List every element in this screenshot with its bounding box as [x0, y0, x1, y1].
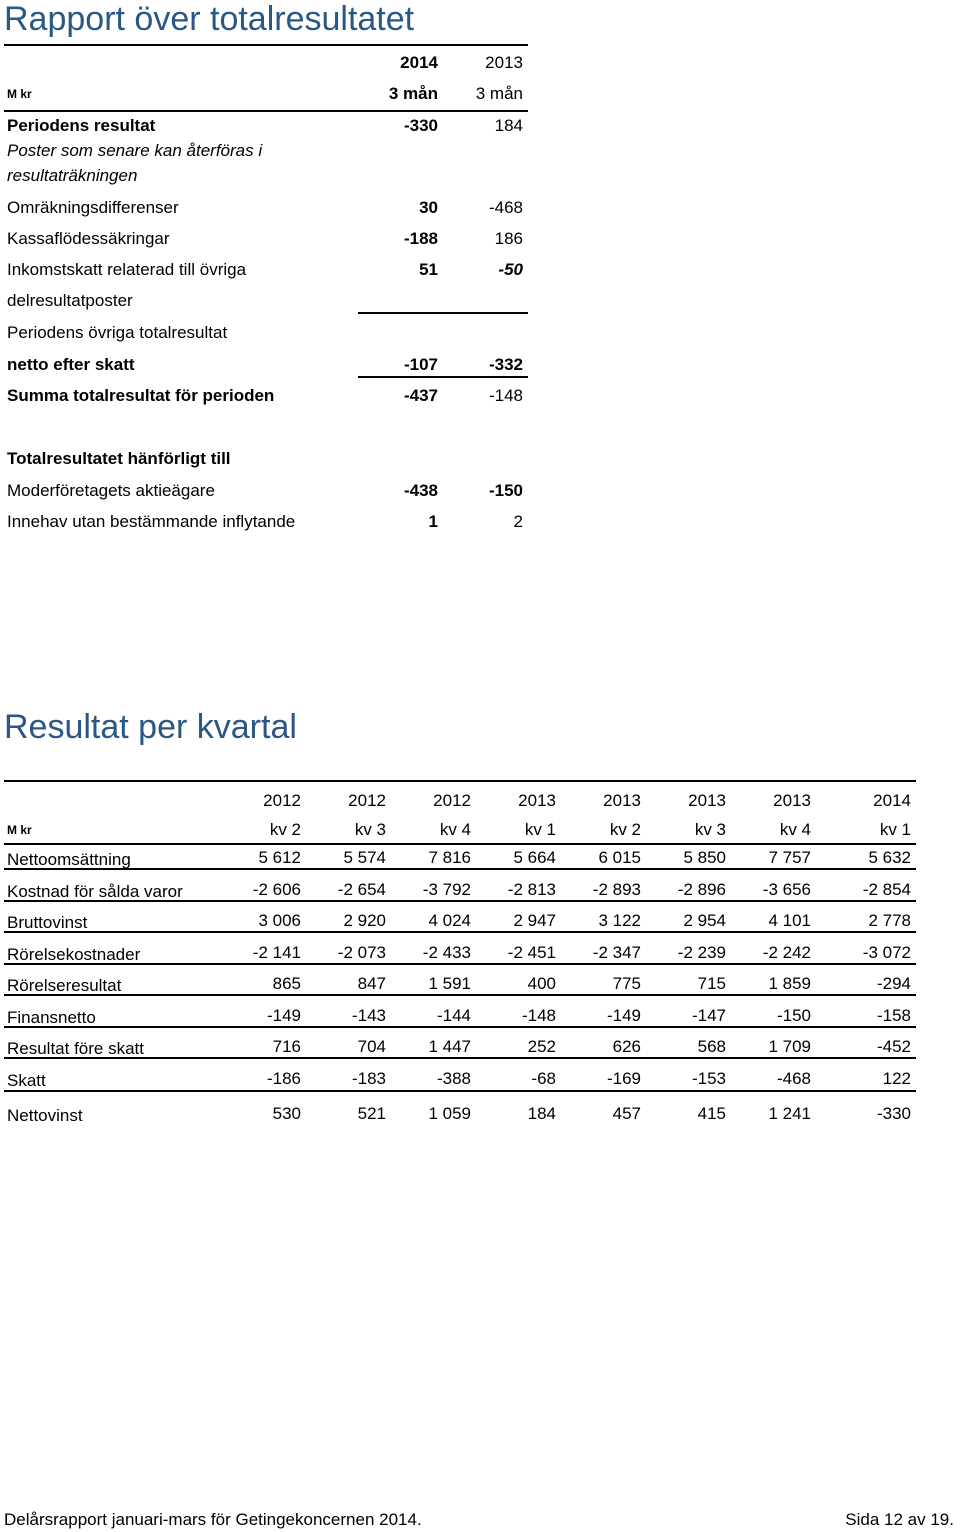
- row-rule: [4, 963, 916, 965]
- table-row: [4, 479, 528, 503]
- row-label: netto efter skatt: [7, 355, 135, 374]
- cell-value: -186: [266, 1069, 301, 1088]
- value-2014: -438: [403, 481, 438, 500]
- row-label: Kostnad för sålda varor: [7, 882, 183, 901]
- header-year: 2012: [348, 791, 386, 810]
- row-rule: [4, 900, 916, 902]
- row-label: Kassaflödessäkringar: [7, 229, 170, 248]
- table-row: [4, 289, 528, 313]
- header-quarter-row: [4, 817, 916, 843]
- table-row: [4, 164, 528, 188]
- footer-page-number: Sida 12 av 19.: [845, 1510, 954, 1529]
- cell-value: 521: [357, 1104, 386, 1123]
- value-2014: 1: [428, 512, 438, 531]
- cell-value: -2 606: [252, 880, 301, 899]
- table-row: [4, 447, 528, 471]
- table-row: [4, 510, 528, 534]
- cell-value: -2 654: [337, 880, 386, 899]
- cell-value: -144: [436, 1006, 471, 1025]
- row-label: Summa totalresultat för perioden: [7, 386, 275, 405]
- cell-value: -2 451: [507, 943, 556, 962]
- cell-value: 5 574: [343, 848, 386, 867]
- value-2013: 186: [494, 229, 523, 248]
- header-quarter: kv 2: [269, 820, 301, 839]
- total-rule: [358, 376, 528, 378]
- quarterly-title: Resultat per kvartal: [4, 708, 297, 746]
- header-quarter: kv 4: [439, 820, 471, 839]
- row-label: Nettoomsättning: [7, 850, 131, 869]
- cell-value: -294: [876, 974, 911, 993]
- report-title: Rapport över totalresultatet: [4, 0, 415, 38]
- cell-value: -68: [531, 1069, 556, 1088]
- header-year-2: 2013: [485, 53, 523, 72]
- header-year-row: [4, 51, 528, 75]
- row-label: Finansnetto: [7, 1008, 96, 1027]
- cell-value: 457: [612, 1104, 641, 1123]
- cell-value: 1 241: [768, 1104, 811, 1123]
- cell-value: -148: [521, 1006, 556, 1025]
- row-label: Poster som senare kan återföras i: [7, 141, 263, 160]
- cell-value: 2 778: [868, 911, 911, 930]
- header-quarter: kv 2: [609, 820, 641, 839]
- cell-value: -2 073: [337, 943, 386, 962]
- header-year: 2013: [603, 791, 641, 810]
- cell-value: 1 859: [768, 974, 811, 993]
- cell-value: -2 813: [507, 880, 556, 899]
- cell-value: 626: [612, 1037, 641, 1056]
- header-year-1: 2014: [400, 53, 438, 72]
- header-year-row: [4, 788, 916, 814]
- cell-value: -3 792: [422, 880, 471, 899]
- row-label: Inkomstskatt relaterad till övriga: [7, 260, 247, 279]
- table-row: [4, 353, 528, 377]
- cell-value: 1 447: [428, 1037, 471, 1056]
- cell-value: 568: [697, 1037, 726, 1056]
- cell-value: -153: [691, 1069, 726, 1088]
- cell-value: 415: [697, 1104, 726, 1123]
- header-period-1: 3 mån: [388, 84, 438, 103]
- header-quarter: kv 3: [354, 820, 386, 839]
- row-rule: [4, 931, 916, 933]
- header-quarter: kv 1: [879, 820, 911, 839]
- cell-value: -2 893: [592, 880, 641, 899]
- unit-label: M kr: [7, 87, 32, 101]
- value-2014: -188: [403, 229, 438, 248]
- footer-report-name: Delårsrapport januari-mars för Getingekoncernen 2014.: [4, 1510, 422, 1529]
- cell-value: -147: [691, 1006, 726, 1025]
- cell-value: 1 591: [428, 974, 471, 993]
- table-row: [4, 114, 528, 138]
- cell-value: 847: [357, 974, 386, 993]
- value-2014: -330: [403, 116, 438, 135]
- cell-value: -2 854: [862, 880, 911, 899]
- header-quarter: kv 3: [694, 820, 726, 839]
- table-row: [4, 139, 528, 163]
- subtotal-rule: [358, 312, 528, 314]
- cell-value: 5 612: [258, 848, 301, 867]
- cell-value: 4 024: [428, 911, 471, 930]
- cell-value: -2 242: [762, 943, 811, 962]
- cell-value: -2 239: [677, 943, 726, 962]
- cell-value: 2 954: [683, 911, 726, 930]
- value-2014: 30: [419, 198, 438, 217]
- table-row: [4, 1101, 916, 1127]
- table-row: [4, 258, 528, 282]
- table-row: [4, 196, 528, 220]
- table-row: [4, 1066, 916, 1092]
- header-rule: [4, 110, 528, 112]
- cell-value: 184: [527, 1104, 556, 1123]
- value-2014: 51: [419, 260, 438, 279]
- row-rule: [4, 1057, 916, 1059]
- row-label: Totalresultatet hänförligt till: [7, 449, 231, 468]
- cell-value: 2 920: [343, 911, 386, 930]
- cell-value: 5 632: [868, 848, 911, 867]
- row-label: Moderföretagets aktieägare: [7, 481, 215, 500]
- cell-value: 775: [612, 974, 641, 993]
- header-period-row: [4, 82, 528, 106]
- value-2013: -148: [488, 386, 523, 405]
- header-year: 2014: [873, 791, 911, 810]
- cell-value: 252: [527, 1037, 556, 1056]
- cell-value: 3 006: [258, 911, 301, 930]
- cell-value: -468: [776, 1069, 811, 1088]
- row-label: Bruttovinst: [7, 913, 88, 932]
- cell-value: 4 101: [768, 911, 811, 930]
- cell-value: -330: [876, 1104, 911, 1123]
- cell-value: 400: [527, 974, 556, 993]
- row-rule: [4, 994, 916, 996]
- header-year: 2012: [263, 791, 301, 810]
- row-label: Rörelsekostnader: [7, 945, 141, 964]
- value-2013: -150: [488, 481, 523, 500]
- cell-value: 715: [697, 974, 726, 993]
- header-quarter: kv 4: [779, 820, 811, 839]
- cell-value: 530: [272, 1104, 301, 1123]
- cell-value: 716: [272, 1037, 301, 1056]
- cell-value: -169: [606, 1069, 641, 1088]
- cell-value: -158: [876, 1006, 911, 1025]
- unit-label: M kr: [7, 823, 32, 837]
- value-2014: -437: [403, 386, 438, 405]
- cell-value: 5 850: [683, 848, 726, 867]
- cell-value: -183: [351, 1069, 386, 1088]
- cell-value: 122: [882, 1069, 911, 1088]
- table-row: [4, 384, 528, 408]
- cell-value: 3 122: [598, 911, 641, 930]
- cell-value: -2 141: [252, 943, 301, 962]
- cell-value: 7 816: [428, 848, 471, 867]
- cell-value: 6 015: [598, 848, 641, 867]
- cell-value: -452: [876, 1037, 911, 1056]
- table-row: [4, 321, 528, 345]
- cell-value: -2 433: [422, 943, 471, 962]
- cell-value: 704: [357, 1037, 386, 1056]
- cell-value: 7 757: [768, 848, 811, 867]
- cell-value: 1 709: [768, 1037, 811, 1056]
- value-2013: 2: [513, 512, 523, 531]
- header-year: 2013: [688, 791, 726, 810]
- table-row: [4, 227, 528, 251]
- cell-value: 1 059: [428, 1104, 471, 1123]
- cell-value: -149: [606, 1006, 641, 1025]
- value-2013: -332: [488, 355, 523, 374]
- cell-value: -150: [776, 1006, 811, 1025]
- row-label: delresultatposter: [7, 291, 133, 310]
- header-period-2: 3 mån: [475, 84, 523, 103]
- value-2014: -107: [403, 355, 438, 374]
- cell-value: 865: [272, 974, 301, 993]
- cell-value: 5 664: [513, 848, 556, 867]
- value-2013: 184: [494, 116, 523, 135]
- value-2013: -468: [488, 198, 523, 217]
- value-2013: -50: [498, 260, 523, 279]
- header-year: 2012: [433, 791, 471, 810]
- table-top-rule: [4, 44, 528, 46]
- row-label: Periodens övriga totalresultat: [7, 323, 228, 342]
- cell-value: -2 347: [592, 943, 641, 962]
- header-year: 2013: [773, 791, 811, 810]
- header-year: 2013: [518, 791, 556, 810]
- cell-value: 2 947: [513, 911, 556, 930]
- row-label: Rörelseresultat: [7, 976, 122, 995]
- row-rule: [4, 1090, 916, 1092]
- cell-value: -3 072: [862, 943, 911, 962]
- row-label: Innehav utan bestämmande inflytande: [7, 512, 296, 531]
- table-top-rule: [4, 780, 916, 782]
- cell-value: -3 656: [762, 880, 811, 899]
- cell-value: -143: [351, 1006, 386, 1025]
- cell-value: -2 896: [677, 880, 726, 899]
- row-label: resultaträkningen: [7, 166, 138, 185]
- row-label: Periodens resultat: [7, 116, 156, 135]
- row-label: Omräkningsdifferenser: [7, 198, 179, 217]
- row-label: Nettovinst: [7, 1106, 83, 1125]
- cell-value: -388: [436, 1069, 471, 1088]
- row-rule: [4, 1026, 916, 1028]
- row-rule: [4, 868, 916, 870]
- row-label: Skatt: [7, 1071, 46, 1090]
- header-quarter: kv 1: [524, 820, 556, 839]
- row-label: Resultat före skatt: [7, 1039, 145, 1058]
- cell-value: -149: [266, 1006, 301, 1025]
